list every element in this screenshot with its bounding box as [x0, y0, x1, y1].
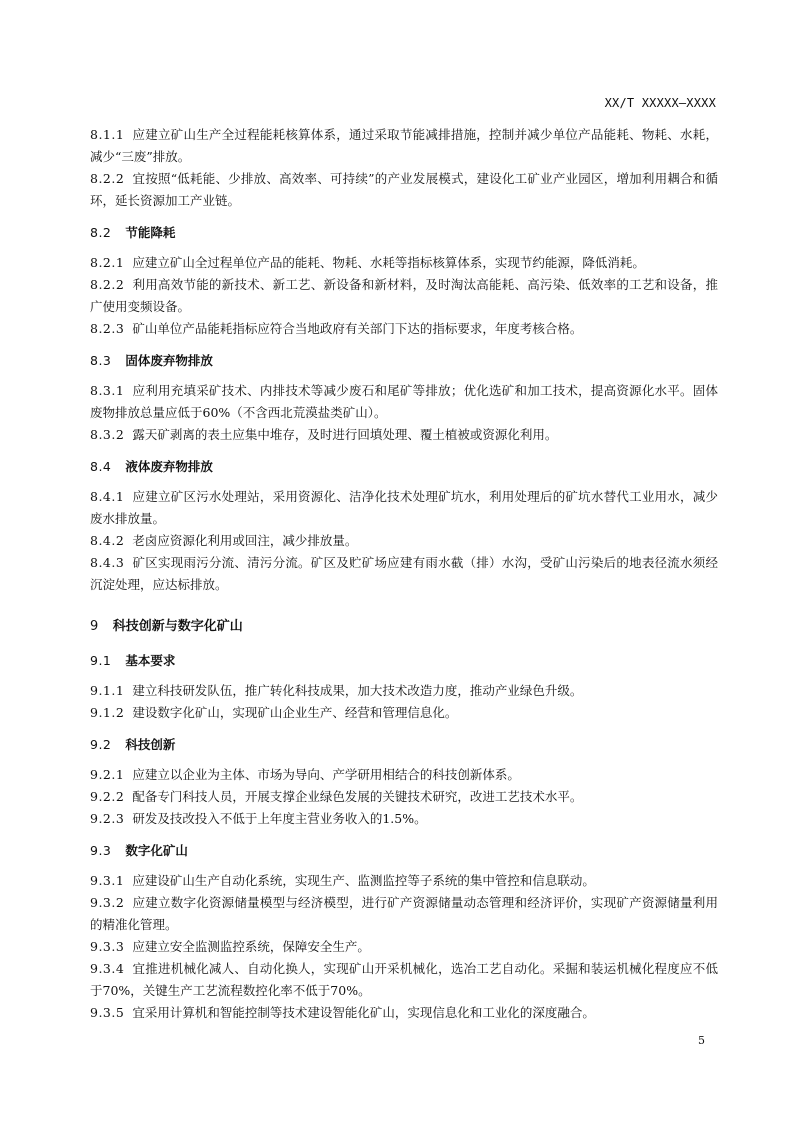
clause-text: 老卤应资源化利用或回注，减少排放量。 [132, 533, 358, 548]
page-number: 5 [698, 1034, 705, 1047]
clause-text: 露天矿剥离的表土应集中堆存，及时进行回填处理、覆土植被或资源化利用。 [132, 427, 558, 442]
clause-number: 8.2.2 [90, 277, 125, 292]
clause-text: 节能降耗 [125, 225, 176, 240]
clause-text: 科技创新 [125, 737, 176, 752]
clause-text: 建设数字化矿山，实现矿山企业生产、经营和管理信息化。 [132, 705, 458, 720]
clause-text: 应建设矿山生产自动化系统，实现生产、监测监控等子系统的集中管控和信息联动。 [132, 873, 595, 888]
clause-number: 8.2.1 [90, 255, 125, 270]
clause-number: 9.2.1 [90, 767, 125, 782]
clause-number: 8.4.1 [90, 489, 125, 504]
clause-number: 9.3.3 [90, 939, 125, 954]
clause-paragraph [90, 764, 718, 786]
clause-number: 9.3.1 [90, 873, 125, 888]
clause-text: 应建立矿山全过程单位产品的能耗、物耗、水耗等指标核算体系，实现节约能源，降低消耗。 [132, 255, 645, 270]
clause-paragraph [90, 808, 718, 830]
clause-paragraph [90, 786, 718, 808]
clause-text: 宜推进机械化减人、自动化换人，实现矿山开采机械化，选冶工艺自动化。采掘和装运机械化程度应不低于70%，关键生产工艺流程数控化率不低于70%。 [90, 961, 718, 998]
clause-paragraph [90, 892, 718, 936]
clause-number: 9.1.2 [90, 705, 125, 720]
clause-paragraph [90, 1002, 718, 1024]
clause-number: 8.4.3 [90, 555, 125, 570]
clause-text: 矿山单位产品能耗指标应符合当地政府有关部门下达的指标要求，年度考核合格。 [132, 321, 583, 336]
clause-text: 应建立以企业为主体、市场为导向、产学研用相结合的科技创新体系。 [132, 767, 520, 782]
clause-paragraph [90, 870, 718, 892]
clause-text: 基本要求 [125, 653, 176, 668]
clause-number: 9.1 [90, 653, 112, 668]
section-heading [90, 350, 718, 372]
clause-number: 8.1.1 [90, 127, 125, 142]
clause-number: 8.4.2 [90, 533, 125, 548]
clause-paragraph [90, 380, 718, 424]
clause-number: 8.2.2 [90, 171, 125, 186]
clause-text: 数字化矿山 [125, 843, 188, 858]
clause-paragraph [90, 680, 718, 702]
clause-number: 9.2.2 [90, 789, 125, 804]
clause-text: 建立科技研发队伍，推广转化科技成果，加大技术改造力度，推动产业绿色升级。 [132, 683, 583, 698]
section-heading [90, 222, 718, 244]
clause-text: 固体废弃物排放 [125, 353, 213, 368]
standard-code: XX/T XXXXX—XXXX [604, 96, 716, 110]
clause-text: 宜采用计算机和智能控制等技术建设智能化矿山，实现信息化和工业化的深度融合。 [132, 1005, 595, 1020]
clause-text: 研发及技改投入不低于上年度主营业务收入的1.5%。 [132, 811, 427, 826]
clause-number: 8.4 [90, 459, 112, 474]
chapter-heading [90, 616, 718, 638]
clause-paragraph [90, 252, 718, 274]
clause-number: 8.3.1 [90, 383, 125, 398]
clause-paragraph [90, 274, 718, 318]
clause-number: 9.3 [90, 843, 112, 858]
section-heading [90, 840, 718, 862]
clause-text: 科技创新与数字化矿山 [112, 619, 243, 634]
clause-number: 9 [90, 619, 99, 634]
clause-number: 8.3.2 [90, 427, 125, 442]
clause-paragraph [90, 486, 718, 530]
clause-paragraph [90, 702, 718, 724]
section-heading [90, 456, 718, 478]
clause-text: 应建立矿山生产全过程能耗核算体系，通过采取节能减排措施，控制并减少单位产品能耗、物耗、水耗，减少“三废”排放。 [90, 127, 718, 164]
clause-text: 应利用充填采矿技术、内排技术等减少废石和尾矿等排放；优化选矿和加工技术，提高资源化水平。固体废物排放总量应低于60%（不含西北荒漠盐类矿山）。 [90, 383, 718, 420]
document-body [90, 124, 718, 1024]
clause-text: 矿区实现雨污分流、清污分流。矿区及贮矿场应建有雨水截（排）水沟，受矿山污染后的地表径流水须经沉淀处理，应达标排放。 [90, 555, 718, 592]
clause-text: 液体废弃物排放 [125, 459, 213, 474]
clause-number: 9.2 [90, 737, 112, 752]
clause-paragraph [90, 318, 718, 340]
clause-paragraph [90, 530, 718, 552]
clause-paragraph [90, 424, 718, 446]
clause-text: 应建立数字化资源储量模型与经济模型，进行矿产资源储量动态管理和经济评价，实现矿产资源储量利用的精准化管理。 [90, 895, 718, 932]
clause-text: 应建立矿区污水处理站，采用资源化、洁净化技术处理矿坑水，利用处理后的矿坑水替代工业用水，减少废水排放量。 [90, 489, 718, 526]
clause-text: 应建立安全监测监控系统，保障安全生产。 [132, 939, 370, 954]
clause-text: 配备专门科技人员，开展支撑企业绿色发展的关键技术研究，改进工艺技术水平。 [132, 789, 583, 804]
clause-paragraph [90, 958, 718, 1002]
clause-paragraph [90, 552, 718, 596]
section-heading [90, 650, 718, 672]
clause-number: 9.3.5 [90, 1005, 125, 1020]
section-heading [90, 734, 718, 756]
clause-number: 9.1.1 [90, 683, 125, 698]
clause-text: 利用高效节能的新技术、新工艺、新设备和新材料，及时淘汰高能耗、高污染、低效率的工艺和设备，推广使用变频设备。 [90, 277, 718, 314]
clause-number: 8.2 [90, 225, 112, 240]
clause-number: 8.3 [90, 353, 112, 368]
clause-paragraph [90, 936, 718, 958]
clause-number: 8.2.3 [90, 321, 125, 336]
clause-text: 宜按照“低耗能、少排放、高效率、可持续”的产业发展模式，建设化工矿业产业园区，增加利用耦合和循环，延长资源加工产业链。 [90, 171, 718, 208]
clause-paragraph [90, 124, 718, 168]
clause-number: 9.2.3 [90, 811, 125, 826]
clause-number: 9.3.4 [90, 961, 125, 976]
clause-number: 9.3.2 [90, 895, 125, 910]
clause-paragraph [90, 168, 718, 212]
